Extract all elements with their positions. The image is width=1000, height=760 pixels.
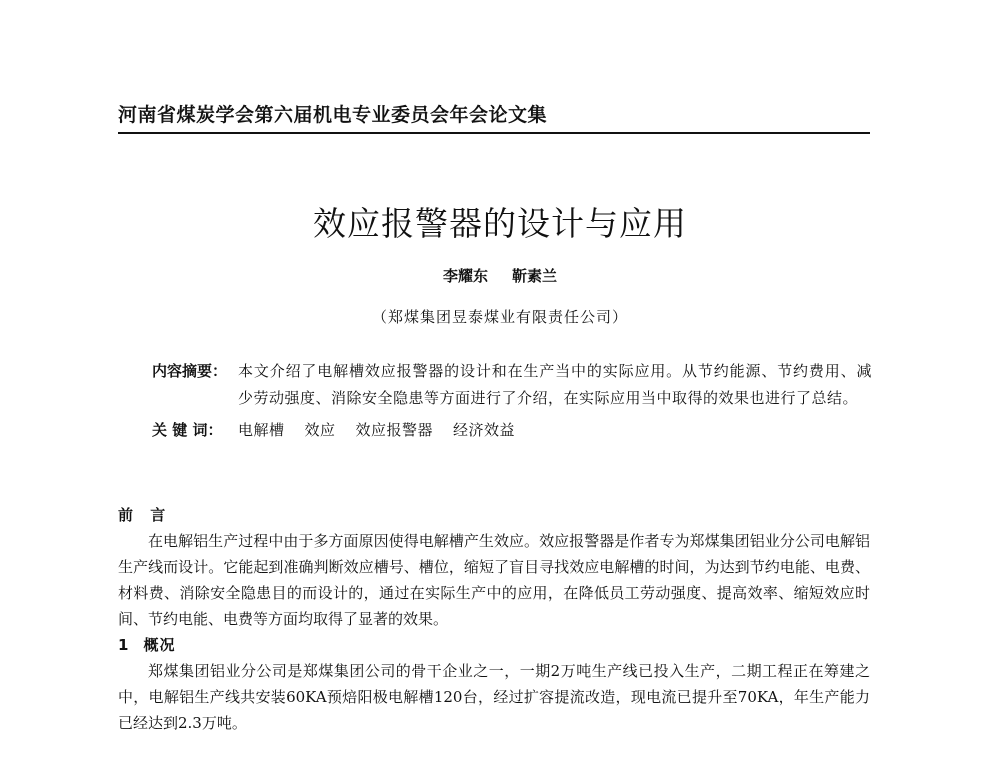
abstract-label: 内容摘要：: [152, 362, 228, 380]
keywords-label: 关 键 词：: [152, 421, 223, 439]
section-heading-preface: 前 言: [118, 506, 172, 524]
header-rule: [118, 132, 870, 134]
keyword: 效应报警器: [355, 421, 434, 439]
abstract-text: 本文介绍了电解槽效应报警器的设计和在生产当中的实际应用。从节约能源、节约费用、减少劳动强度、消除安全隐患等方面进行了介绍，在实际应用当中取得的效果也进行了总结。: [238, 362, 872, 407]
paper-title: 效应报警器的设计与应用: [313, 204, 687, 243]
keywords-list: [238, 417, 872, 444]
affiliation: （郑煤集团昱泰煤业有限责任公司）: [371, 308, 628, 326]
running-header: 河南省煤炭学会第六届机电专业委员会年会论文集: [118, 104, 548, 126]
authors: [0, 265, 1000, 286]
section-title: 概况: [143, 636, 176, 654]
keyword: 效应: [304, 421, 336, 439]
section-heading-overview: [118, 632, 870, 658]
author-name: 李耀东: [442, 267, 488, 285]
keyword: 电解槽: [238, 421, 285, 439]
abstract-block: [152, 358, 872, 444]
author-name: 靳素兰: [512, 267, 558, 285]
abstract-row: [152, 358, 872, 412]
section-number: 1: [118, 636, 130, 654]
keyword: 经济效益: [453, 421, 516, 439]
preface-paragraph: 在电解铝生产过程中由于多方面原因使得电解槽产生效应。效应报警器是作者专为郑煤集团铝业分公司电解铝生产线而设计。它能起到准确判断效应槽号、槽位，缩短了盲目寻找效应电解槽的时间，为达到节约电能、电费、材料费、消除安全隐患目的而设计的，通过在实际生产中的应用，在降低员工劳动强度、提高效率、缩短效应时间、节约电能、电费等方面均取得了显著的效果。: [118, 532, 870, 628]
overview-paragraph: 郑煤集团铝业分公司是郑煤集团公司的骨干企业之一，一期2万吨生产线已投入生产，二期工程正在筹建之中，电解铝生产线共安装60KA预焙阳极电解槽120台，经过扩容提流改造，现电流已提升至70KA，年生产能力已经达到2.3万吨。: [118, 662, 870, 732]
keywords-row: [152, 417, 872, 444]
body-text: [118, 502, 870, 736]
